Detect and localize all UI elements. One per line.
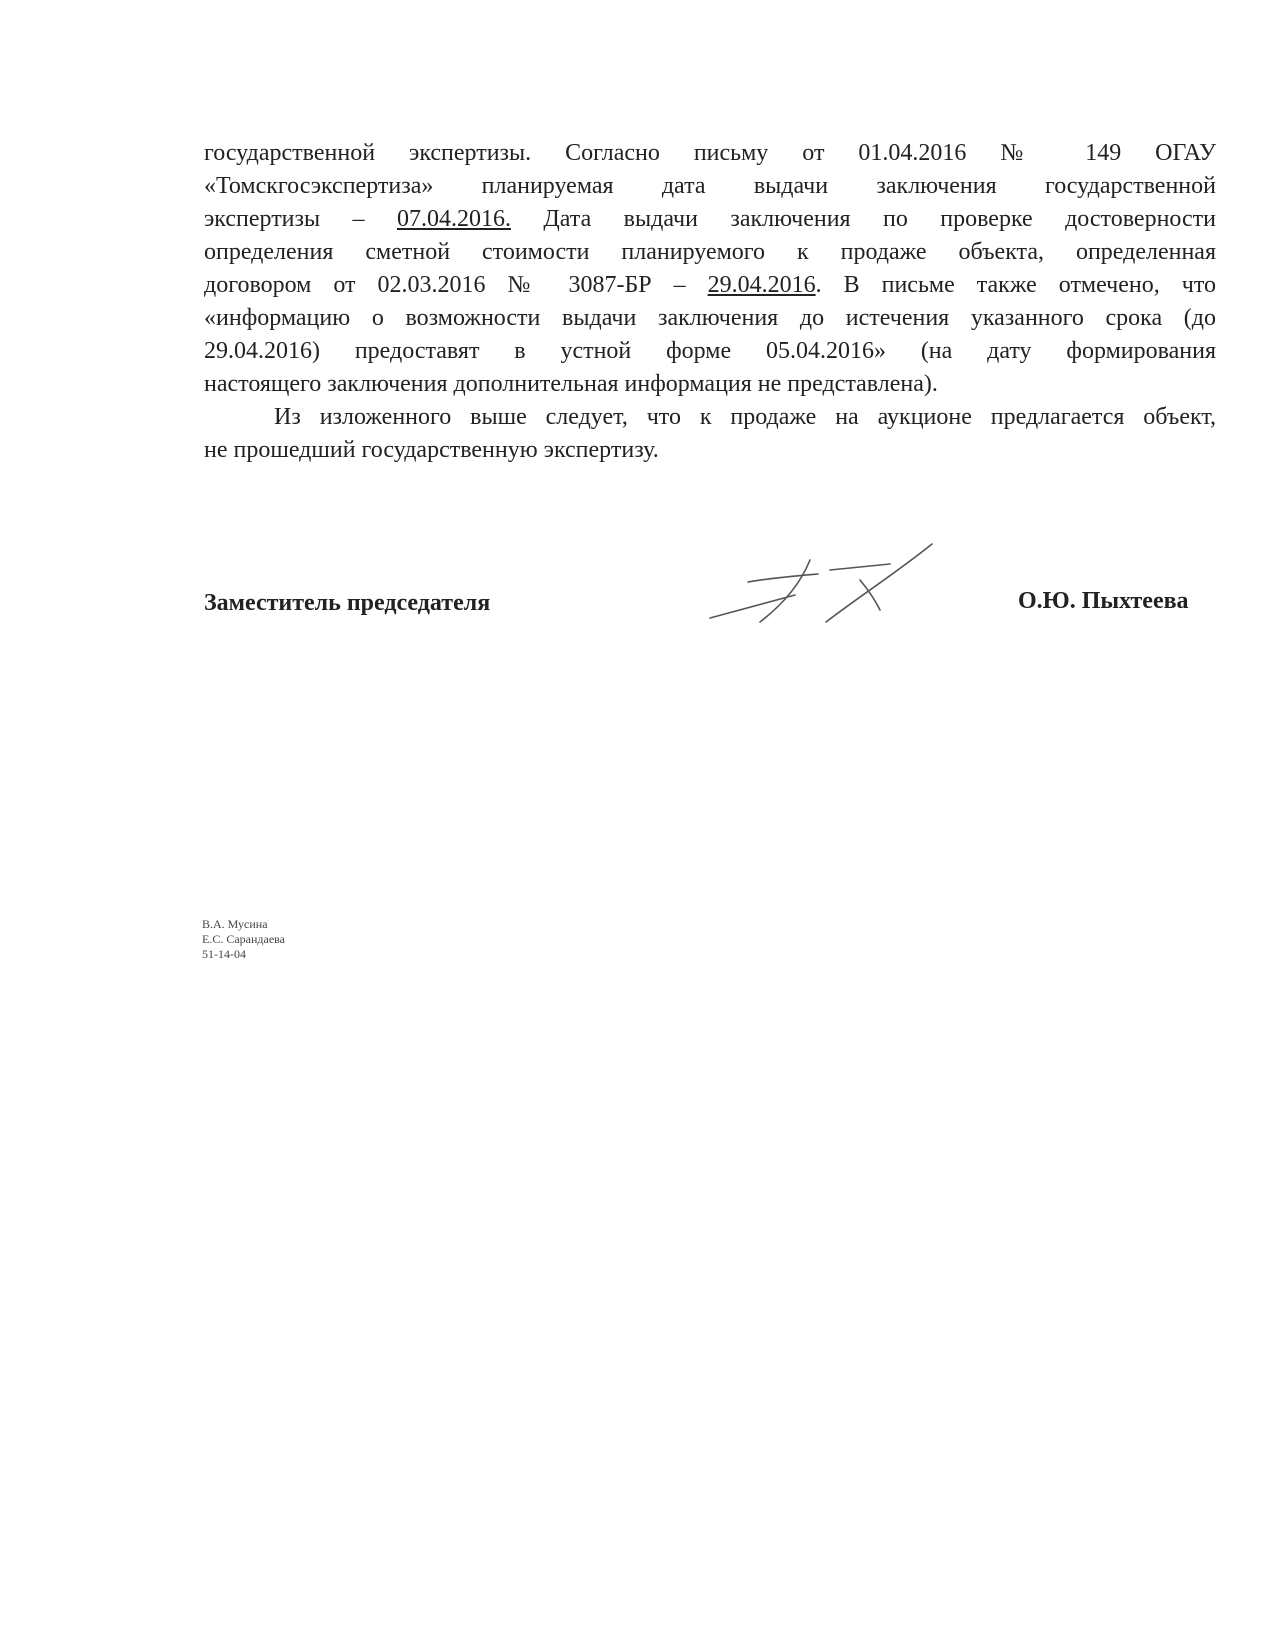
paragraph-line: не прошедший государственную экспертизу. [204,437,659,463]
paragraph-line: определения сметной стоимости планируемого к продаже объекта, определенная [204,239,1216,265]
paragraph-line: «информацию о возможности выдачи заключения до истечения указанного срока (до [204,305,1216,331]
executors-block [202,917,285,962]
signatory-name: О.Ю. Пыхтеева [1018,588,1189,614]
paragraph-line [204,203,1216,235]
handwritten-signature [700,540,940,630]
underlined-date: 29.04.2016 [707,272,816,298]
executor-name: Е.С. Сарандаева [202,932,286,946]
text-segment: экспертизы – [204,206,397,232]
executor-name: В.А. Мусина [202,917,268,931]
paragraph-line: Из изложенного выше следует, что к продаже на аукционе предлагается объект, [274,404,1216,430]
text-segment: договором от 02.03.2016 № 3087-БР – [204,272,708,298]
signatory-title: Заместитель председателя [204,590,491,616]
paragraph-line: государственной экспертизы. Согласно письму от 01.04.2016 № 149 ОГАУ [204,140,1216,166]
paragraph-line: «Томскгосэкспертиза» планируемая дата выдачи заключения государственной [204,173,1216,199]
underlined-date: 07.04.2016. [396,206,511,232]
executor-phone: 51-14-04 [202,947,246,961]
paragraph-line: 29.04.2016) предоставят в устной форме 05.04.2016» (на дату формирования [204,338,1216,364]
text-segment: Дата выдачи заключения по проверке достоверности [510,206,1216,232]
paragraph-line [204,269,1216,301]
paragraph-line: настоящего заключения дополнительная информация не представлена). [204,371,938,397]
text-segment: . В письме также отмечено, что [815,272,1216,298]
